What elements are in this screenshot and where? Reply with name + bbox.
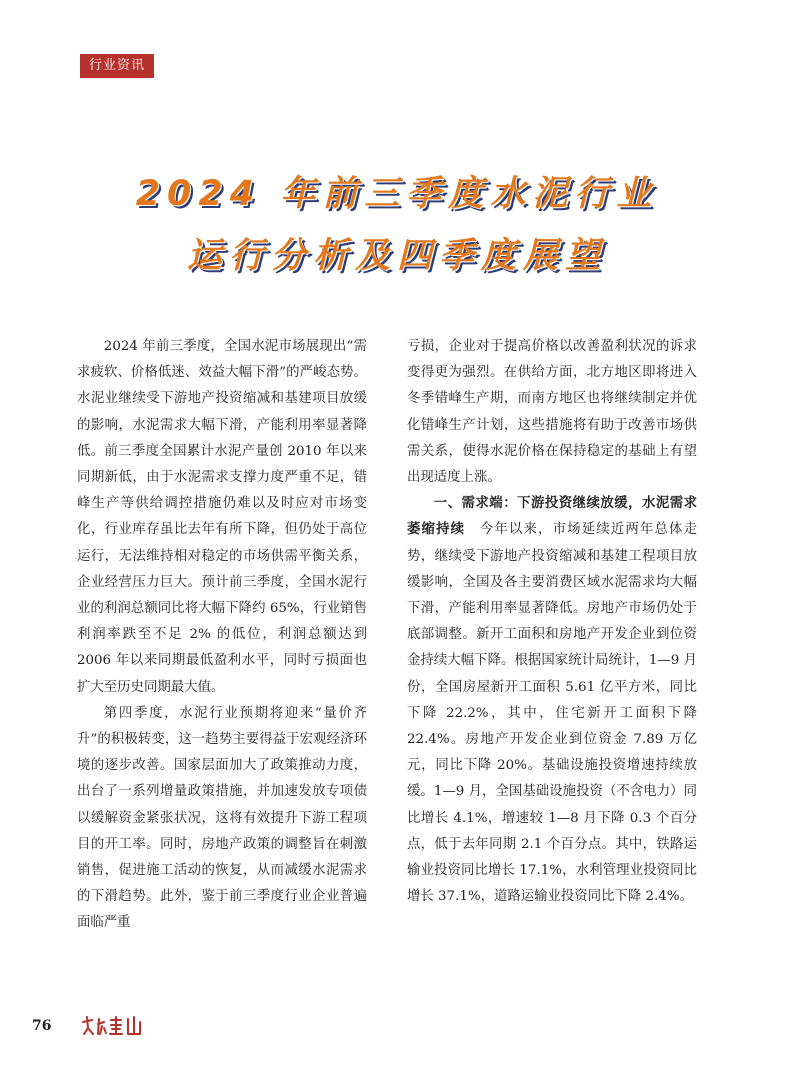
article-title-line-2: 运行分析及四季度展望	[186, 236, 607, 276]
section-heading-demand: 一、需求端：下游投资继续放缓，水泥需求萎缩持续	[407, 496, 697, 538]
page-number: 76	[32, 1018, 52, 1034]
paragraph-outlook: 第四季度，水泥行业预期将迎来“量价齐升”的积极转变，这一趋势主要得益于宏观经济环境的逐步改善。国家层面加大了政策推动力度，出台了一系列增量政策措施，并加速发放专项债以缓解资金紧张状况，这将有效提升下游工程项目的开工率。同时，房地产政策的调整旨在刺激销售，促进施工活动的恢复，从而减缓水泥需求的下滑趋势。此外，鉴于前三季度行业企业普遍面临严重	[77, 705, 367, 931]
section-body-demand: 今年以来，市场延续近两年总体走势，继续受下游地产投资缩减和基建工程项目放缓影响，全国及各主要消费区域水泥需求均大幅下滑，产能利用率显著降低。房地产市场仍处于底部调整。新开工面积和房地产开发企业到位资金持续大幅下降。根据国家统计局统计，1—9 月份，全国房屋新开工面积 5.61 亿平方米，同比下降 22.2%，其中，住宅新开工面积下降 22.4%。房地产开发企业到位资金 7.89 万亿元，同比下降 20%。基础设施投资增速持续放缓。1—9 月，全国基础设施投资（不含电力）同比增长 4.1%，增速较 1—8 月下降 0.3 个百分点，低于去年同期 2.1 个百分点。其中，铁路运输业投资同比增长 17.1%，水利管理业投资同比增长 37.1%，道路运输业投资同比下降 2.4%。	[407, 522, 697, 905]
left-column	[77, 334, 367, 937]
paragraph-intro: 2024 年前三季度，全国水泥市场展现出“需求疲软、价格低迷、效益大幅下滑”的严峻态势。水泥业继续受下游地产投资缩减和基建项目放缓的影响，水泥需求大幅下滑，产能利用率显著降低。前三季度全国累计水泥产量创 2010 年以来同期新低，由于水泥需求支撑力度严重不足，错峰生产等供给调控措施仍难以及时应对市场变化，行业库存虽比去年有所下降，但仍处于高位运行，无法维持相对稳定的市场供需平衡关系，企业经营压力巨大。预计前三季度，全国水泥行业的利润总额同比将大幅下降约 65%，行业销售利润率跌至不足 2% 的低位，利润总额达到 2006 年以来同期最低盈利水平，同时亏损面也扩大至历史同期最大值。	[77, 339, 367, 695]
magazine-logo-icon	[80, 1014, 160, 1038]
section-tag: 行业资讯	[80, 54, 154, 78]
paragraph-outlook-continued: 亏损，企业对于提高价格以改善盈利状况的诉求变得更为强烈。在供给方面，北方地区即将进入冬季错峰生产期，而南方地区也将继续制定并优化错峰生产计划，这些措施将有助于改善市场供需关系，使得水泥价格在保持稳定的基础上有望出现适度上涨。	[407, 339, 697, 486]
paragraph-demand-section	[407, 491, 697, 910]
article-title-line-1: 2024 年前三季度水泥行业	[135, 174, 659, 214]
right-column	[407, 334, 697, 910]
